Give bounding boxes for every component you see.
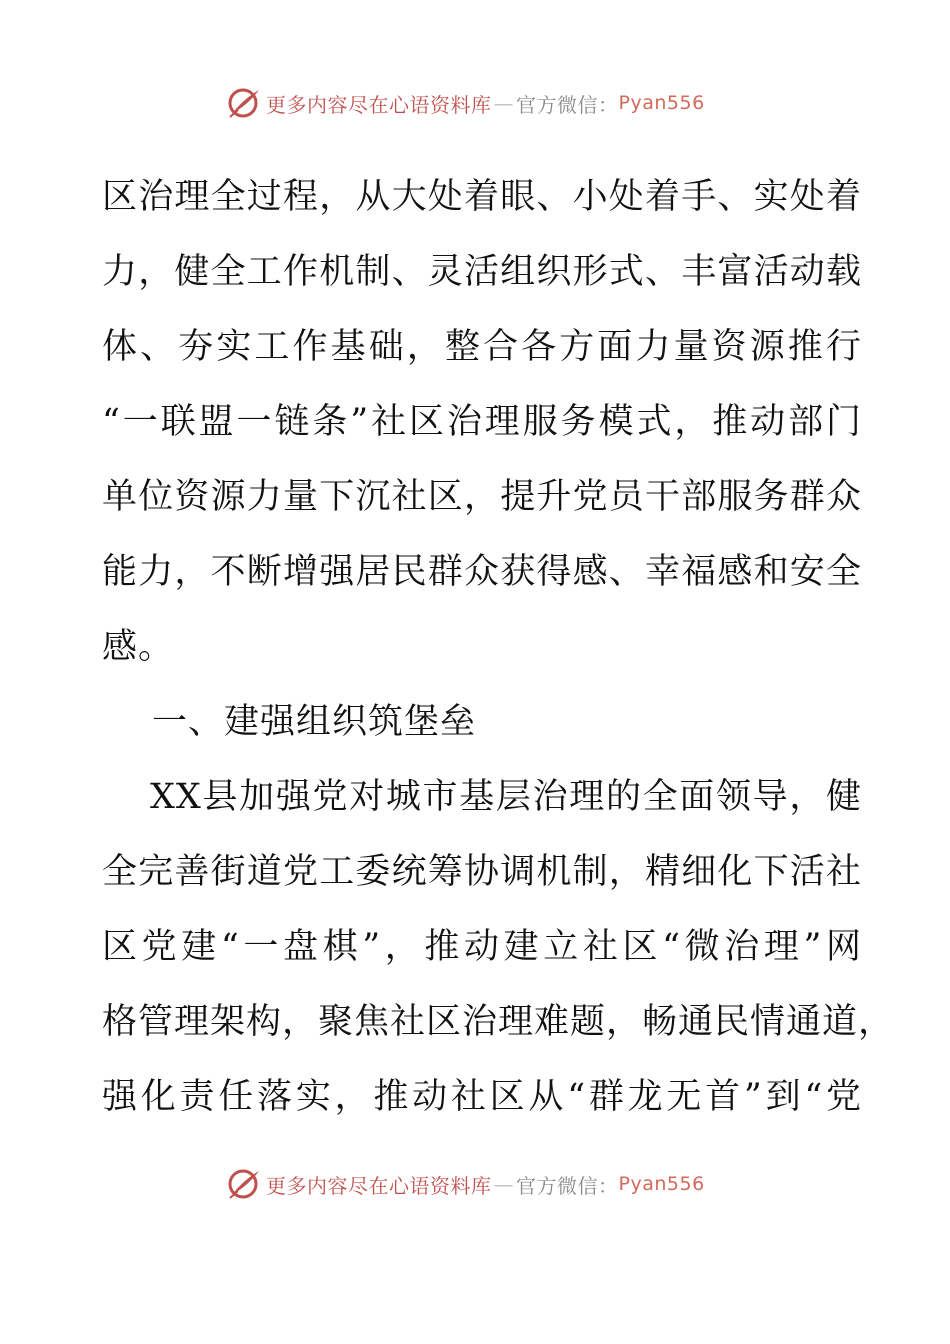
text-line: 强化责任落实，推动社区从“群龙无首”到“党: [102, 1077, 862, 1117]
banner-official-label: 官方微信：: [516, 92, 619, 117]
banner-wechat-id: Pyan556: [618, 92, 705, 114]
text-line: 格管理架构，聚焦社区治理难题，畅通民情通道，: [102, 1002, 895, 1042]
text-line: XX县加强党对城市基层治理的全面领导，健: [150, 777, 862, 817]
text-line: 力，健全工作机制、灵活组织形式、丰富活动载: [102, 252, 862, 292]
document-body: [102, 160, 895, 1135]
banner-brand-text: 更多内容尽在心语资料库: [266, 92, 492, 117]
section-heading: [102, 685, 862, 760]
text-line: “一联盟一链条”社区治理服务模式，推动部门: [102, 402, 862, 442]
text-line: 区党建“一盘棋”，推动建立社区“微治理”网: [102, 927, 862, 967]
paragraph-section-one: [102, 760, 895, 1135]
banner-separator: —: [493, 1172, 514, 1196]
banner-official-label: 官方微信：: [516, 1173, 619, 1198]
text-line: 区治理全过程，从大处着眼、小处着手、实处着: [102, 177, 862, 217]
banner-separator: —: [493, 91, 514, 115]
banner-wechat-id: Pyan556: [618, 1173, 705, 1195]
text-line: 感。: [102, 627, 175, 667]
text-line: 体、夯实工作基础，整合各方面力量资源推行: [102, 327, 862, 367]
text-line: 单位资源力量下沉社区，提升党员干部服务群众: [102, 477, 862, 517]
text-line: 能力，不断增强居民群众获得感、幸福感和安全: [102, 552, 862, 592]
header-watermark-banner: [226, 85, 705, 121]
quill-pen-icon: [226, 1167, 262, 1201]
paragraph-intro: [102, 160, 862, 685]
quill-pen-icon: [226, 86, 262, 120]
heading-text: 一、建强组织筑堡垒: [152, 702, 477, 742]
text-line: 全完善街道党工委统筹协调机制，精细化下活社: [102, 852, 862, 892]
banner-brand-text: 更多内容尽在心语资料库: [266, 1173, 492, 1198]
footer-watermark-banner: [226, 1166, 705, 1202]
